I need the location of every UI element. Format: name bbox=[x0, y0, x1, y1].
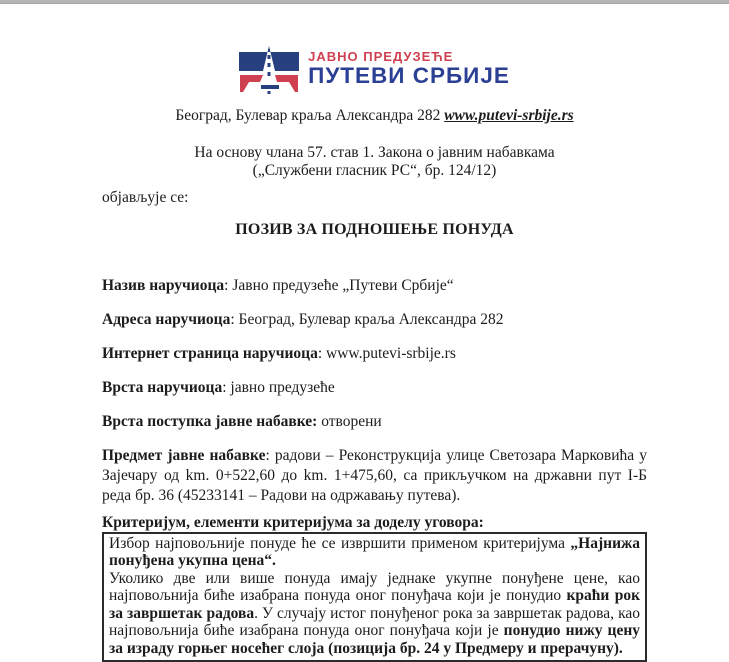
announce-text: објављује се: bbox=[102, 188, 189, 206]
document-title: ПОЗИВ ЗА ПОДНОШЕЊЕ ПОНУДА bbox=[235, 220, 514, 238]
criteria-paragraph-2: Уколико две или више понуда имају једнаке укупне понуђене цене, као најповољнија биће изабрана понуда оног понуђача који је понудио краћи рок за завршетак радова. У случају истог понуђеног рока за завршетак радова, као најповољнија биће изабрана понуда оног понуђача који је понудио нижу цену за израду горњег носећег слоја (позиција бр. 24 у Предмеру и прерачуну). bbox=[109, 569, 641, 657]
field-vrsta-narucioca: Врста наручиоца: јавно предузеће bbox=[102, 378, 335, 396]
legal-basis-line1: На основу члана 57. став 1. Закона о јавним набавкама bbox=[194, 144, 555, 161]
field-internet-stranica: Интернет страница наручиоца: www.putevi-srbije.rs bbox=[102, 344, 456, 362]
document-page bbox=[102, 44, 647, 662]
field-adresa-narucioca: Адреса наручиоца: Београд, Булевар краља Александра 282 bbox=[102, 310, 504, 328]
criteria-paragraph-1: Избор најповољније понуде ће се извршити применом критеријума „Најнижа понуђена укупна цена“. bbox=[109, 534, 640, 570]
company-address-line bbox=[102, 107, 647, 125]
window-top-edge bbox=[0, 0, 729, 4]
legal-basis-line2: („Службени гласник РС“, бр. 124/12) bbox=[252, 161, 497, 179]
address-text-with-url[interactable]: Београд, Булевар краља Александра 282 www.putevi-srbije.rs bbox=[175, 107, 574, 124]
putevi-srbije-logo-icon bbox=[239, 44, 299, 94]
criteria-heading: Критеријум, елементи критеријума за доделу уговора: bbox=[102, 513, 484, 531]
logo-company-type: ЈАВНО ПРЕДУЗЕЋЕ bbox=[308, 49, 454, 65]
logo-company-name: ПУТЕВИ СРБИЈЕ bbox=[308, 63, 510, 88]
field-naziv-narucioca: Назив наручиоца: Јавно предузеће „Путеви Србије“ bbox=[102, 276, 454, 294]
logo-wordmark bbox=[308, 50, 510, 87]
legal-basis bbox=[102, 144, 647, 180]
field-vrsta-postupka: Врста поступка јавне набавке: отворени bbox=[102, 412, 382, 430]
company-logo bbox=[102, 44, 647, 94]
procurement-fields bbox=[102, 276, 647, 506]
field-predmet-nabavke: Предмет јавне набавке: радови – Реконструкција улице Светозара Марковића у Зајечару од km. 0+522,60 до km. 1+475,60, са прикључком на државни пут I-Б реда бр. 36 (45233141 – Радови на одржавању путева). bbox=[102, 446, 647, 504]
criteria-box bbox=[102, 532, 647, 662]
